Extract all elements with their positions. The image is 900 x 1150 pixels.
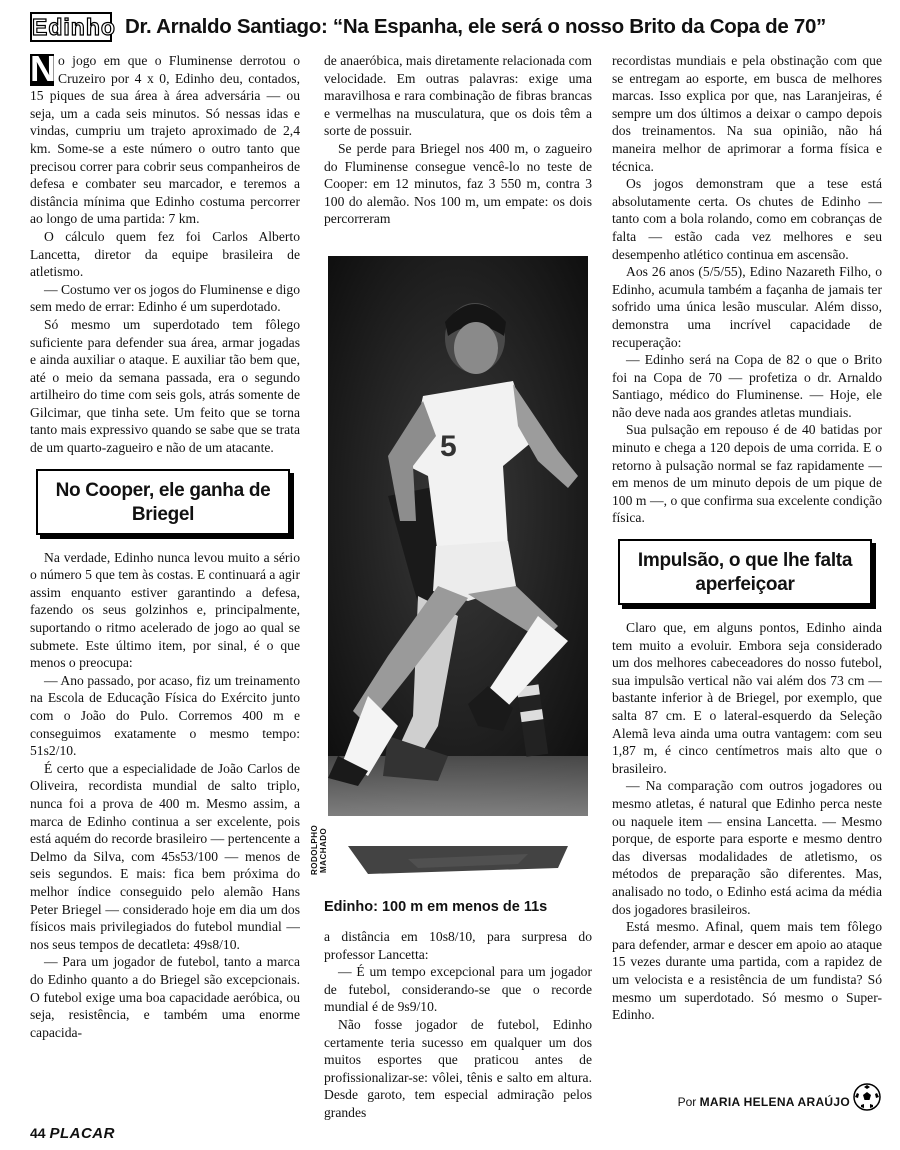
subheading-box: No Cooper, ele ganha de Briegel: [36, 469, 290, 535]
paragraph: a distância em 10s8/10, para surpresa do professor Lancetta:: [324, 929, 592, 962]
article-column-3: [612, 52, 882, 1082]
photo-credit: RODOLPHO MACHADO: [310, 824, 328, 876]
soccer-ball-icon: [852, 1082, 882, 1112]
paragraph: recordistas mundiais e pela obstinação com que se entregam ao esporte, em busca de melhores marcas. Isso explica por que, nas Laranjeiras, é sempre um dos últimos a deixar o campo depois dos treinamentos. Na sua opinião, não há maneira melhor de aprimorar a forma física e técnica.: [612, 53, 882, 174]
byline-author: MARIA HELENA ARAÚJO: [699, 1095, 850, 1109]
paragraph: Só mesmo um superdotado tem fôlego suficiente para defender sua área, armar jogadas e ainda auxiliar o ataque. E auxiliar tão bem que, até o meio da semana passada, era o segundo artilheiro do time com seis gols, atrás somente de Gilcimar, que tinha sete. Um feito que se torna tanto mais expressivo quando se sabe que se trata de um quarto-zagueiro e não de um atacante.: [30, 316, 300, 456]
byline: [640, 1092, 850, 1112]
paragraph: Se perde para Briegel nos 400 m, o zagueiro do Fluminense consegue vencê-lo no teste de Cooper: em 12 minutos, faz 3 550 m, contra 3 100 do alemão. Nos 100 m, um empate: os dois percorreram: [324, 140, 592, 227]
section-kicker: Edinho: [32, 14, 116, 40]
article-column-2-top: [324, 52, 592, 248]
quote-paragraph: — Para um jogador de futebol, tanto a marca do Edinho quanto a do Briegel são excepcionais. O futebol exige uma boa capacidade aeróbica, ou seja, resistência, e também uma enorme capacida-: [30, 954, 300, 1040]
magazine-name: PLACAR: [49, 1125, 115, 1142]
quote-paragraph: — Na comparação com outros jogadores ou mesmo atletas, é natural que Edinho perca neste ou naquele item — ensina Lancetta. — Mesmo porque, de esporte para esporte e mesmo dentro das diversas modalidades de atletismo, os métodos de preparação são diferentes. Mas, analisado no todo, o Edinho está acima da média dos jogadores brasileiros.: [612, 778, 882, 917]
photo-caption: Edinho: 100 m em menos de 11s: [324, 899, 548, 915]
svg-text:5: 5: [440, 430, 457, 463]
byline-prefix: Por: [677, 1095, 697, 1109]
quote-paragraph: — Edinho será na Copa de 82 o que o Brito foi na Copa de 70 — profetiza o dr. Arnaldo Santiago, médico do Fluminense. — Hoje, ele não deve nada aos grandes atletas mundiais.: [612, 352, 882, 420]
subheading-box: Impulsão, o que lhe falta aperfeiçoar: [618, 539, 872, 605]
paragraph: O cálculo quem fez foi Carlos Alberto Lancetta, diretor da equipe brasileira de atletismo.: [30, 228, 300, 280]
paragraph: Na verdade, Edinho nunca levou muito a sério o número 5 que tem às costas. E continuará a agir assim enquanto estiver garantindo a defesa, fazendo os seus golzinhos e, principalmente, suportando o ritmo acelerado de jogo ao qual se submete. Este último item, por sinal, é o que menos o preocupa:: [30, 549, 300, 671]
page-number: 44: [30, 1125, 46, 1141]
paragraph: N o jogo em que o Fluminense derrotou o Cruzeiro por 4 x 0, Edinho deu, contados, 15 piques de sua área à área adversária — ou seja, um a cada seis minutos. Só nessas idas e vindas, cumpriu um trajeto aproximado de 2,4 km. Some-se a este número o outro tanto que precisou correr para cobrir seus companheiros de defesa e combater seu marcador, e teremos a distância mínima que Edinho costuma percorrer ao longo de uma partida: 7 km.: [30, 52, 300, 227]
article-column-2-bottom: [324, 928, 592, 1122]
headline: Dr. Arnaldo Santiago: “Na Espanha, ele será o nosso Brito da Copa de 70”: [125, 15, 827, 38]
paragraph: Não fosse jogador de futebol, Edinho certamente teria sucesso em qualquer um dos muitos esportes que praticou antes de profissionalizar-se: vôlei, tênis e salto em altura. Desde garoto, tem especial admiração pelos grandes: [324, 1016, 592, 1120]
drop-cap: N: [30, 52, 56, 89]
paragraph: de anaeróbica, mais diretamente relacionada com velocidade. Em outras palavras: exige uma maravilhosa e rara combinação de fibras brancas e vermelhas na musculatura, que os dois têm a sorte de possuir.: [324, 53, 592, 139]
quote-paragraph: — Ano passado, por acaso, fiz um treinamento na Escola de Educação Física do Exército junto com o João do Pulo. Corremos 400 m e conseguimos exatamente o mesmo tempo: 51s2/10.: [30, 672, 300, 759]
article-column-1: [30, 52, 300, 1122]
quote-paragraph: — Costumo ver os jogos do Fluminense e digo sem medo de errar: Edinho é um superdotado.: [30, 281, 300, 315]
player-photo: [328, 256, 588, 896]
article-header: [30, 12, 882, 42]
paragraph: Sua pulsação em repouso é de 40 batidas por minuto e chega a 120 depois de uma corrida. E o retorno à pulsação normal se faz rapidamente — em menos de um minuto depois de um pique de 100 m —, o que confirma sua excelente condição física.: [612, 422, 882, 526]
paragraph: Os jogos demonstram que a tese está absolutamente certa. Os chutes de Edinho — tanto com a bola rolando, como em cobranças de falta — estão cada vez melhores e seu desempenho atlético continua em ascensão.: [612, 176, 882, 262]
page-footer: [30, 1122, 230, 1144]
paragraph: Claro que, em alguns pontos, Edinho ainda tem muito a evoluir. Embora seja considerado um dos melhores cabeceadores do nosso futebol, sua impulsão vertical não vai além dos 73 cm — bastante inferior à de Briegel, por exemplo, que salta 87 cm. E o lateral-esquerdo da Seleção Alemã leva ainda uma outra vantagem: com seu 1,87 m, é cinco centímetros mais alto que o brasileiro.: [612, 620, 882, 776]
paragraph: Está mesmo. Afinal, quem mais tem fôlego para defender, armar e descer em apoio ao ataque 15 vezes durante uma partida, com a rapidez de um velocista e a resistência de um fundista? Só mesmo um superdotado. Só mesmo o Super-Edinho.: [612, 919, 882, 1023]
paragraph: É certo que a especialidade de João Carlos de Oliveira, recordista mundial de salto triplo, nunca foi a prova de 400 m. Mesmo assim, a marca de Edinho continua a ser excelente, pois está aquém do recorde brasileiro — pertencente a Delmo da Silva, com 45s53/100 — menos de seis segundos. E mais: fica bem próxima do melhor índice conseguido pelo alemão Hans Peter Briegel — considerado hoje em dia um dos físicos mais privilegiados do futebol mundial — nos seus tempos de decatleta: 49s8/10.: [30, 760, 300, 952]
paragraph: Aos 26 anos (5/5/55), Edino Nazareth Filho, o Edinho, acumula também a façanha de jamais ter sofrido uma única lesão muscular. Além disso, demonstra uma incrível capacidade de recuperação:: [612, 264, 882, 350]
quote-paragraph: — É um tempo excepcional para um jogador de futebol, considerando-se que o recorde mundial é de 9s9/10.: [324, 964, 592, 1015]
